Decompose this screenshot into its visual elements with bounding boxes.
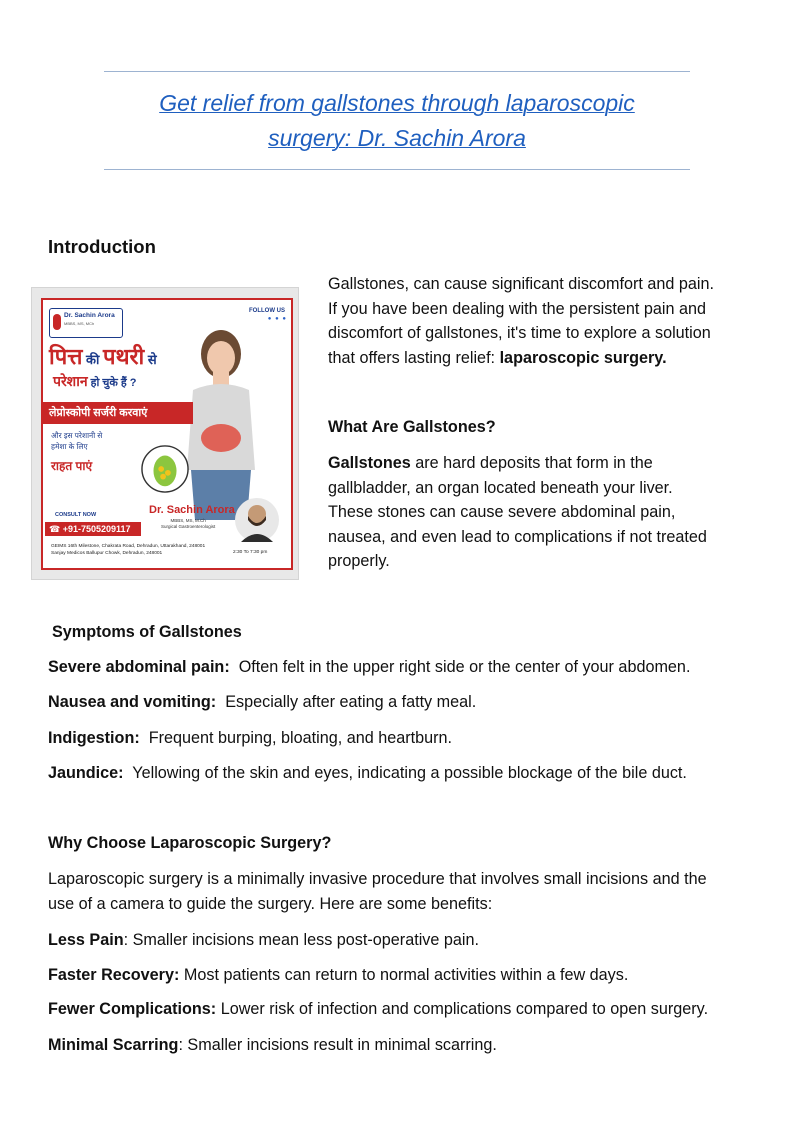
what-paragraph bbox=[328, 451, 758, 574]
benefit-item bbox=[48, 1034, 497, 1056]
headline-word-4: से bbox=[144, 352, 157, 367]
symptom-item bbox=[48, 727, 452, 749]
symptom-item bbox=[48, 762, 687, 784]
symptom-text: Frequent burping, bloating, and heartburn. bbox=[148, 729, 452, 747]
what-line-2: gallbladder, an organ located beneath your liver. bbox=[328, 478, 673, 497]
poster-subline bbox=[51, 430, 102, 452]
what-line-4: nausea, and even lead to complications if not treated bbox=[328, 527, 707, 546]
benefit-label: Faster Recovery: bbox=[48, 966, 180, 984]
poster-phone-number: +91-7505209117 bbox=[62, 524, 131, 534]
poster-addresses bbox=[51, 543, 205, 557]
page-title-line-1[interactable]: Get relief from gallstones through laparoscopic bbox=[159, 90, 635, 116]
benefit-text: : Smaller incisions result in minimal scarring. bbox=[178, 1036, 497, 1054]
consult-label: CONSULT NOW bbox=[55, 512, 97, 518]
benefit-label: Minimal Scarring bbox=[48, 1036, 179, 1054]
poster-doctor-sub bbox=[161, 518, 215, 530]
gallbladder-illustration bbox=[141, 440, 189, 498]
page-title-line-2[interactable]: surgery: Dr. Sachin Arora bbox=[268, 125, 526, 151]
logo-name: Dr. Sachin Arora bbox=[64, 312, 115, 319]
symptom-label: Jaundice: bbox=[48, 764, 124, 782]
symptom-label: Severe abdominal pain: bbox=[48, 658, 230, 676]
poster-relief: राहत पाएं bbox=[51, 459, 93, 473]
social-icons: ● ● ● bbox=[267, 316, 287, 322]
logo-sub: MBBS, MS, MCh bbox=[64, 321, 95, 326]
symptom-label: Indigestion: bbox=[48, 729, 140, 747]
symptom-text: Yellowing of the skin and eyes, indicating a possible blockage of the bile duct. bbox=[132, 764, 687, 782]
benefit-item bbox=[48, 998, 708, 1020]
intro-line-4-text: that offers lasting relief: bbox=[328, 348, 500, 367]
poster-hours: 2:30 To 7:30 pm bbox=[233, 550, 268, 555]
benefit-item bbox=[48, 929, 479, 951]
what-line-1 bbox=[328, 451, 758, 476]
page-title[interactable] bbox=[104, 86, 690, 156]
intro-line-1: Gallstones, can cause significant discomfort and pain. bbox=[328, 275, 715, 293]
intro-paragraph bbox=[328, 272, 758, 370]
top-divider bbox=[104, 71, 690, 72]
headline-2-word-1: परेशान bbox=[53, 373, 88, 389]
why-intro-line-1: Laparoscopic surgery is a minimally invasive procedure that involves small incisions and the bbox=[48, 870, 707, 888]
poster-subline-1: और इस परेशानी से bbox=[51, 431, 103, 440]
intro-line-2: If you have been dealing with the persistent pain and bbox=[328, 299, 706, 318]
symptom-label: Nausea and vomiting: bbox=[48, 693, 217, 711]
doctor-photo bbox=[235, 496, 279, 544]
poster-address-2: Sanjay Medicos Ballupur Chowk, Dehradun, 248001 bbox=[51, 551, 163, 556]
why-heading: Why Choose Laparoscopic Surgery? bbox=[48, 834, 332, 852]
symptom-text: Especially after eating a fatty meal. bbox=[225, 693, 477, 711]
symptoms-heading: Symptoms of Gallstones bbox=[52, 623, 242, 641]
what-line-3: These stones can cause severe abdominal pain, bbox=[328, 503, 676, 522]
symptom-item bbox=[48, 691, 476, 713]
headline-word-3: पथरी bbox=[102, 344, 145, 369]
benefit-item bbox=[48, 964, 628, 986]
promo-poster-image bbox=[31, 287, 299, 580]
what-line-5: properly. bbox=[328, 552, 390, 571]
symptom-text: Often felt in the upper right side or the center of your abdomen. bbox=[238, 658, 691, 676]
poster-phone: ☎ +91-7505209117 bbox=[45, 522, 141, 536]
poster-address-1: GEIMS 16th Milestone, Chakrata Road, Dehradun, Uttarakhand, 248001 bbox=[51, 544, 206, 549]
poster-frame bbox=[41, 298, 293, 570]
benefit-text: : Smaller incisions mean less post-operative pain. bbox=[123, 931, 479, 949]
bottom-divider bbox=[104, 169, 690, 170]
headline-word-1: पित्त bbox=[49, 344, 83, 369]
intro-line-3: discomfort of gallstones, it's time to explore a solution bbox=[328, 324, 711, 343]
clinic-logo bbox=[49, 308, 123, 338]
poster-headline-1 bbox=[49, 344, 157, 373]
benefit-text: Lower risk of infection and complications compared to open surgery. bbox=[216, 1000, 709, 1018]
follow-us-label: FOLLOW US bbox=[249, 308, 285, 314]
benefit-label: Less Pain bbox=[48, 931, 124, 949]
headline-word-2: की bbox=[82, 352, 103, 367]
what-bold-start: Gallstones bbox=[328, 454, 411, 472]
poster-doctor-name: Dr. Sachin Arora bbox=[149, 504, 235, 516]
poster-doctor-degree: MBBS, MS, M.Ch bbox=[170, 518, 206, 523]
poster-headline-2 bbox=[53, 372, 137, 391]
why-intro-line-2: use of a camera to guide the surgery. Here are some benefits: bbox=[48, 895, 493, 913]
intro-line-4 bbox=[328, 346, 758, 371]
intro-bold-end: laparoscopic surgery. bbox=[499, 348, 667, 367]
logo-mark-icon bbox=[53, 314, 61, 330]
benefit-label: Fewer Complications: bbox=[48, 1000, 217, 1018]
headline-2-word-2: हो चुके हैं ? bbox=[87, 377, 137, 389]
poster-doctor-specialty: Surgical Gastroenterologist bbox=[161, 524, 216, 529]
poster-subline-2: हमेशा के लिए bbox=[51, 442, 88, 451]
poster-banner: लेप्रोस्कोपी सर्जरी करवाएं bbox=[43, 402, 193, 424]
what-line-1-text: are hard deposits that form in the bbox=[410, 454, 653, 472]
symptom-item bbox=[48, 656, 690, 678]
benefit-text: Most patients can return to normal activities within a few days. bbox=[179, 966, 629, 984]
what-heading: What Are Gallstones? bbox=[328, 418, 496, 436]
intro-heading: Introduction bbox=[48, 236, 156, 257]
